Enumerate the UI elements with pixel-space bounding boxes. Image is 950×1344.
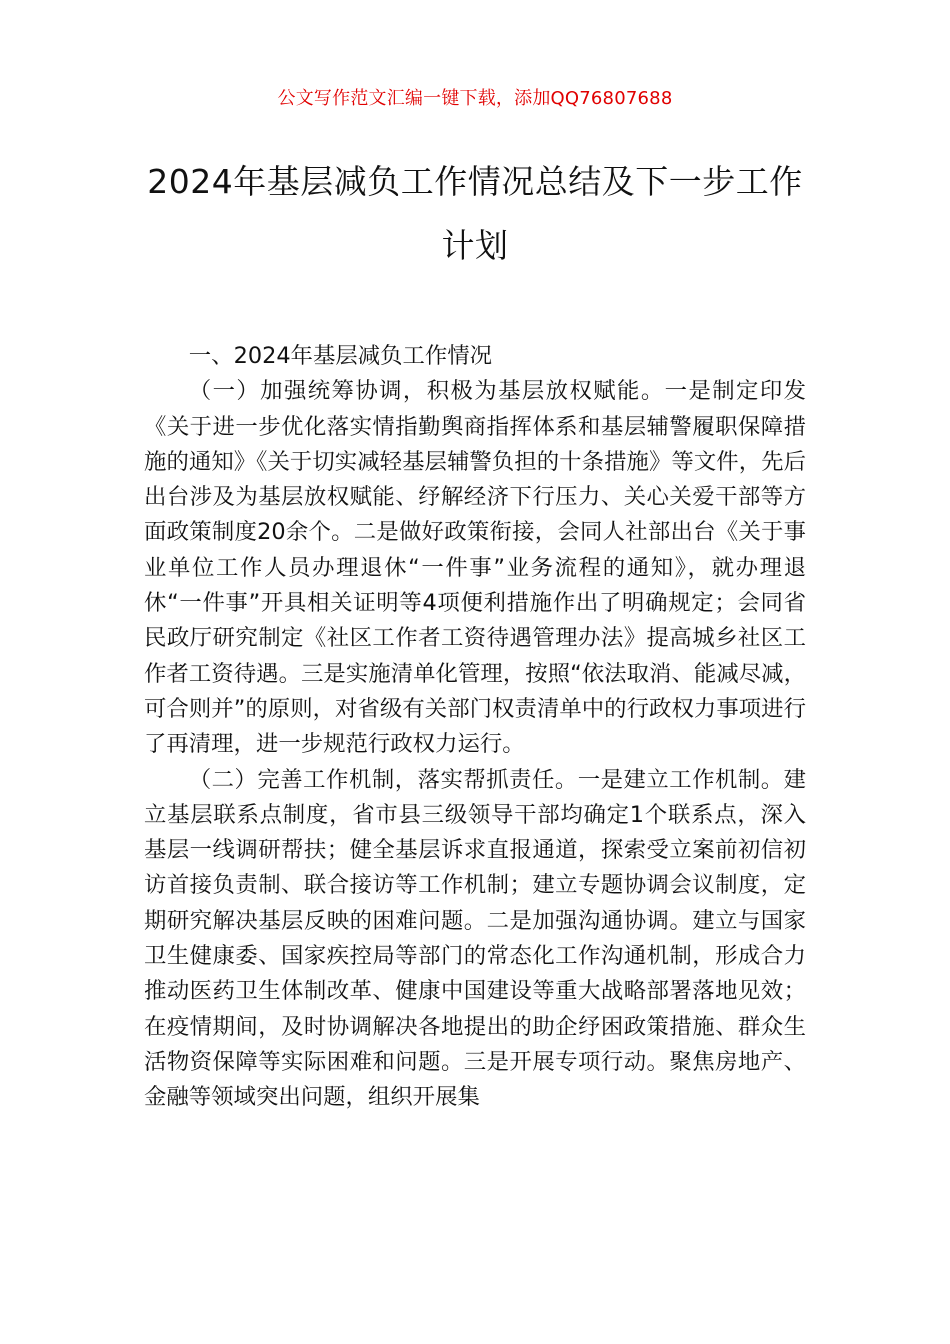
body-paragraph: （一）加强统筹协调，积极为基层放权赋能。一是制定印发《关于进一步优化落实情指勤舆商指挥体系和基层辅警履职保障措施的通知》《关于切实减轻基层辅警负担的十条措施》等文件，先后出台涉及为基层放权赋能、纾解经济下行压力、关心关爱干部等方面政策制度20余个。二是做好政策衔接，会同人社部出台《关于事业单位工作人员办理退休“一件事”业务流程的通知》，就办理退休“一件事”开具相关证明等4项便利措施作出了明确规定；会同省民政厅研究制定《社区工作者工资待遇管理办法》提高城乡社区工作者工资待遇。三是实施清单化管理，按照“依法取消、能减尽减，可合则并”的原则，对省级有关部门权责清单中的行政权力事项进行了再清理，进一步规范行政权力运行。 — [144, 378, 806, 758]
body-paragraph: （二）完善工作机制，落实帮抓责任。一是建立工作机制。建立基层联系点制度，省市县三级领导干部均确定1个联系点，深入基层一线调研帮扶；健全基层诉求直报通道，探索受立案前初信初访首接负责制、联合接访等工作机制；建立专题协调会议制度，定期研究解决基层反映的困难问题。二是加强沟通协调。建立与国家卫生健康委、国家疾控局等部门的常态化工作沟通机制，形成合力推动医药卫生体制改革、健康中国建设等重大战略部署落地见效；在疫情期间，及时协调解决各地提出的助企纾困政策措施、群众生活物资保障等实际困难和问题。三是开展专项行动。聚焦房地产、金融等领域突出问题，组织开展集 — [144, 766, 806, 1111]
document-body — [144, 339, 806, 1116]
document-title: 2024年基层减负工作情况总结及下一步工作计划 — [147, 162, 803, 265]
download-banner[interactable]: 公文写作范文汇编一键下载，添加QQ76807688 — [277, 88, 673, 109]
section-heading: 一、2024年基层减负工作情况 — [188, 343, 493, 369]
